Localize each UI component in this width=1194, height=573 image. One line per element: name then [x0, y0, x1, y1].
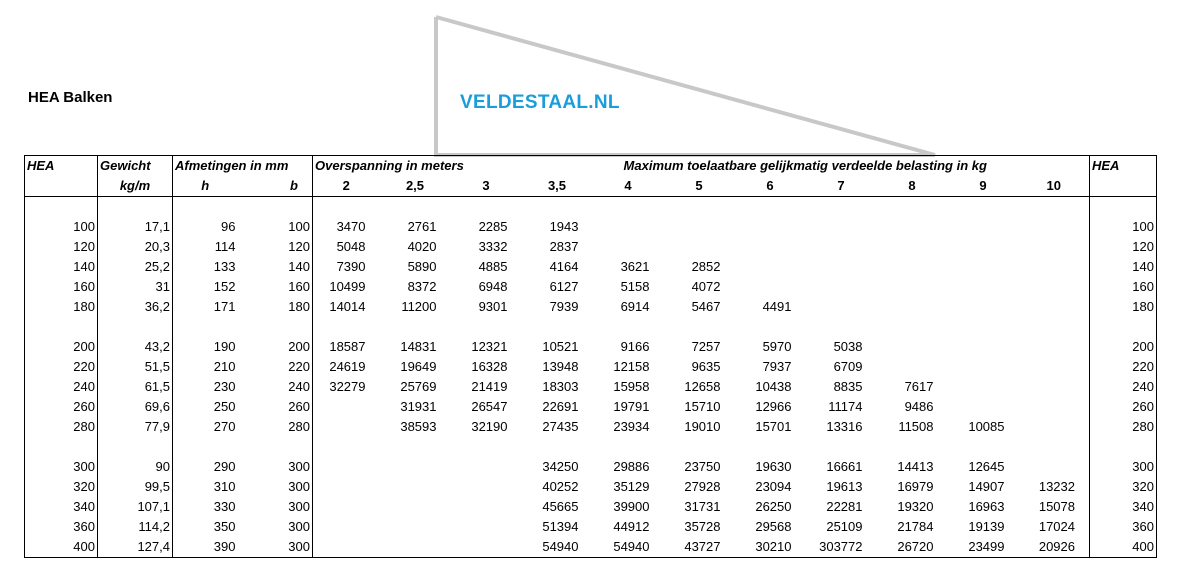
cell-load: 35728 [684, 519, 721, 534]
cell-load: 21419 [471, 379, 508, 394]
cell-load: 15710 [684, 399, 721, 414]
cell-load [451, 537, 522, 558]
cell-load [664, 217, 735, 237]
cell-load: 12321 [471, 339, 508, 354]
cell-load: 23934 [613, 419, 650, 434]
cell-hea-right: 260 [1090, 397, 1157, 417]
cell-load: 54940 [593, 537, 664, 558]
header-span: 10 [1046, 178, 1061, 193]
cell-load: 17024 [1038, 519, 1075, 534]
cell-load: 16661 [826, 459, 863, 474]
cell-load [1019, 277, 1090, 297]
cell-load [1019, 457, 1090, 477]
cell-load: 2761 [407, 219, 437, 234]
table-row [25, 217, 1157, 237]
cell-hea-right: 200 [1090, 337, 1157, 357]
cell-h: 96 [173, 217, 238, 237]
cell-load [735, 237, 806, 257]
cell-hea-right: 240 [1090, 377, 1157, 397]
cell-hea: 140 [25, 257, 98, 277]
cell-load: 303772 [806, 537, 877, 558]
table-row [25, 457, 1157, 477]
cell-load: 15701 [755, 419, 792, 434]
cell-load: 3470 [313, 217, 380, 237]
cell-load [735, 217, 806, 237]
cell-hea: 160 [25, 277, 98, 297]
cell-load: 26720 [877, 537, 948, 558]
cell-load [313, 417, 380, 437]
cell-load: 7390 [313, 257, 380, 277]
cell-load [313, 497, 380, 517]
cell-load [948, 377, 1019, 397]
header-span: 3 [482, 178, 490, 193]
cell-load: 38593 [400, 419, 437, 434]
cell-hea: 120 [25, 237, 98, 257]
cell-load [313, 537, 380, 558]
logo-triangle-icon [0, 0, 1194, 160]
cell-load: 18587 [313, 337, 380, 357]
cell-gewicht: 31 [98, 277, 173, 297]
cell-h: 230 [173, 377, 238, 397]
table-header-row [25, 156, 1157, 177]
cell-load [735, 257, 806, 277]
cell-load [664, 237, 735, 257]
header-afmetingen: Afmetingen in mm [173, 156, 313, 177]
cell-load: 39900 [613, 499, 650, 514]
cell-load [1019, 377, 1090, 397]
cell-load: 10438 [755, 379, 792, 394]
cell-hea: 400 [25, 537, 98, 558]
cell-load [380, 537, 451, 558]
cell-load: 16979 [897, 479, 934, 494]
hea-load-table [24, 155, 1157, 558]
cell-load: 35129 [613, 479, 650, 494]
cell-b: 300 [238, 537, 313, 558]
header-unit: kg/m [98, 176, 173, 197]
cell-load: 5970 [762, 339, 792, 354]
cell-load: 22691 [542, 399, 579, 414]
cell-load [1019, 397, 1090, 417]
header-span: 3,5 [547, 178, 567, 193]
cell-load [877, 357, 948, 377]
cell-hea: 180 [25, 297, 98, 317]
cell-load: 7939 [549, 299, 579, 314]
cell-load: 8835 [833, 379, 863, 394]
cell-load: 4072 [691, 279, 721, 294]
cell-load: 6709 [833, 359, 863, 374]
header-span: 7 [837, 178, 845, 193]
cell-load: 11508 [898, 419, 934, 434]
cell-load: 6127 [549, 279, 579, 294]
cell-load: 7617 [904, 379, 934, 394]
cell-load: 13948 [542, 359, 579, 374]
cell-hea: 260 [25, 397, 98, 417]
cell-load: 3332 [478, 239, 508, 254]
table-row [25, 377, 1157, 397]
cell-load [451, 497, 522, 517]
cell-load: 16328 [471, 359, 508, 374]
cell-load: 29886 [613, 459, 650, 474]
cell-h: 133 [173, 257, 238, 277]
cell-load [806, 257, 877, 277]
header-span: 2 [313, 176, 380, 197]
cell-hea: 280 [25, 417, 98, 437]
cell-load: 12645 [968, 459, 1005, 474]
cell-load [451, 517, 522, 537]
cell-load [1019, 297, 1090, 317]
header-hea-right: HEA [1090, 156, 1157, 177]
cell-load: 44912 [613, 519, 650, 534]
cell-load: 11200 [401, 299, 437, 314]
cell-load: 45665 [542, 499, 579, 514]
cell-load: 34250 [542, 459, 579, 474]
cell-load: 7937 [762, 359, 792, 374]
cell-b: 280 [288, 419, 310, 434]
cell-load [948, 277, 1019, 297]
cell-load [948, 237, 1019, 257]
cell-hea-right: 300 [1090, 457, 1157, 477]
table-row [25, 497, 1157, 517]
cell-load: 19010 [684, 419, 721, 434]
cell-b: 160 [288, 279, 310, 294]
header-belasting: Maximum toelaatbare gelijkmatig verdeelde belasting in kg [522, 156, 1090, 177]
cell-load [877, 217, 948, 237]
cell-load [877, 297, 948, 317]
cell-load: 16963 [968, 499, 1005, 514]
cell-load: 12158 [613, 359, 650, 374]
cell-b: 140 [288, 259, 310, 274]
table-row [25, 257, 1157, 277]
cell-h: 171 [173, 297, 238, 317]
cell-load: 7257 [691, 339, 721, 354]
cell-load: 4885 [478, 259, 508, 274]
cell-gewicht: 107,1 [98, 497, 173, 517]
cell-h: 152 [173, 277, 238, 297]
table-row [25, 517, 1157, 537]
cell-hea-right: 100 [1090, 217, 1157, 237]
cell-load: 12658 [684, 379, 721, 394]
cell-load: 2837 [549, 239, 579, 254]
cell-b: 300 [288, 499, 310, 514]
cell-load: 15078 [1038, 499, 1075, 514]
header-span: 8 [908, 178, 916, 193]
cell-hea-right: 180 [1090, 297, 1157, 317]
cell-load [451, 457, 522, 477]
cell-load [380, 477, 451, 497]
cell-load: 8372 [407, 279, 437, 294]
cell-b: 220 [288, 359, 310, 374]
cell-load [877, 237, 948, 257]
cell-load [451, 477, 522, 497]
cell-load: 5158 [620, 279, 650, 294]
cell-load: 19630 [755, 459, 792, 474]
cell-h: 190 [173, 337, 238, 357]
table-row [25, 397, 1157, 417]
cell-h: 114 [173, 237, 238, 257]
cell-h: 270 [173, 417, 238, 437]
cell-load: 5467 [691, 299, 721, 314]
cell-load: 2852 [691, 259, 721, 274]
cell-b: 100 [288, 219, 310, 234]
cell-hea: 320 [25, 477, 98, 497]
header-span: 5 [695, 178, 703, 193]
cell-load: 51394 [542, 519, 579, 534]
cell-h: 330 [173, 497, 238, 517]
table-row [25, 237, 1157, 257]
cell-load: 19649 [400, 359, 437, 374]
cell-load [948, 337, 1019, 357]
cell-load: 27435 [542, 419, 579, 434]
cell-h: 310 [173, 477, 238, 497]
cell-hea-right: 320 [1090, 477, 1157, 497]
page-title: HEA Balken [28, 89, 113, 106]
cell-hea: 100 [25, 217, 98, 237]
cell-load: 19613 [826, 479, 863, 494]
cell-load [948, 257, 1019, 277]
header-span: 2,5 [405, 178, 425, 193]
cell-load: 19320 [897, 499, 934, 514]
cell-load: 22281 [826, 499, 863, 514]
cell-gewicht: 99,5 [98, 477, 173, 497]
header-span: 9 [979, 178, 987, 193]
cell-load: 23094 [755, 479, 792, 494]
cell-b: 120 [288, 239, 310, 254]
cell-gewicht: 20,3 [98, 237, 173, 257]
cell-h: 210 [173, 357, 238, 377]
cell-load [380, 457, 451, 477]
cell-load: 18303 [542, 379, 579, 394]
cell-hea-right: 340 [1090, 497, 1157, 517]
cell-hea-right: 220 [1090, 357, 1157, 377]
cell-load: 13316 [826, 419, 863, 434]
cell-load [948, 217, 1019, 237]
cell-hea-right: 140 [1090, 257, 1157, 277]
cell-load [948, 357, 1019, 377]
header-gewicht: Gewicht [98, 156, 173, 177]
cell-load [313, 477, 380, 497]
header-b: b [290, 178, 298, 193]
cell-b: 240 [288, 379, 310, 394]
cell-gewicht: 25,2 [98, 257, 173, 277]
cell-load: 24619 [313, 357, 380, 377]
cell-load [877, 337, 948, 357]
cell-load [313, 517, 380, 537]
cell-load: 25769 [400, 379, 437, 394]
cell-load [593, 237, 664, 257]
cell-load: 10499 [313, 277, 380, 297]
cell-b: 200 [288, 339, 310, 354]
cell-load: 9301 [478, 299, 508, 314]
cell-load: 6914 [620, 299, 650, 314]
cell-load: 15958 [613, 379, 650, 394]
table-row [25, 297, 1157, 317]
cell-load: 4020 [407, 239, 437, 254]
cell-load: 10521 [542, 339, 579, 354]
cell-hea: 300 [25, 457, 98, 477]
cell-load: 9635 [691, 359, 721, 374]
cell-hea: 340 [25, 497, 98, 517]
cell-load [806, 237, 877, 257]
cell-load: 9166 [620, 339, 650, 354]
cell-load: 14413 [897, 459, 934, 474]
cell-load: 1943 [549, 219, 579, 234]
cell-load: 32190 [471, 419, 508, 434]
cell-h: 250 [173, 397, 238, 417]
cell-load: 3621 [620, 259, 650, 274]
cell-hea-right: 400 [1090, 537, 1157, 558]
cell-load [806, 297, 877, 317]
cell-gewicht: 77,9 [98, 417, 173, 437]
cell-h: 350 [173, 517, 238, 537]
cell-load: 2285 [478, 219, 508, 234]
cell-load [593, 217, 664, 237]
cell-load: 43727 [664, 537, 735, 558]
cell-load: 6948 [478, 279, 508, 294]
cell-load: 19791 [613, 399, 650, 414]
cell-load: 25109 [826, 519, 863, 534]
cell-load [1019, 337, 1090, 357]
cell-hea: 220 [25, 357, 98, 377]
cell-load [1019, 357, 1090, 377]
table-row [25, 357, 1157, 377]
header-span: 6 [766, 178, 774, 193]
cell-load [380, 497, 451, 517]
cell-load [877, 257, 948, 277]
cell-load [806, 217, 877, 237]
cell-gewicht: 43,2 [98, 337, 173, 357]
cell-load [1019, 417, 1090, 437]
cell-load: 9486 [904, 399, 934, 414]
cell-h: 390 [173, 537, 238, 558]
cell-load [1019, 217, 1090, 237]
cell-load: 31931 [400, 399, 437, 414]
cell-hea: 360 [25, 517, 98, 537]
cell-h: 290 [173, 457, 238, 477]
cell-load [806, 277, 877, 297]
cell-load: 5890 [407, 259, 437, 274]
table-row [25, 417, 1157, 437]
cell-load: 54940 [522, 537, 593, 558]
cell-load: 29568 [755, 519, 792, 534]
cell-load: 19139 [968, 519, 1005, 534]
cell-load: 5038 [833, 339, 863, 354]
cell-load: 4164 [549, 259, 579, 274]
cell-load: 30210 [735, 537, 806, 558]
cell-load: 26547 [471, 399, 508, 414]
cell-load: 40252 [542, 479, 579, 494]
cell-load [735, 277, 806, 297]
cell-gewicht: 36,2 [98, 297, 173, 317]
cell-load: 26250 [755, 499, 792, 514]
cell-load: 4491 [762, 299, 792, 314]
header-hea: HEA [25, 156, 98, 177]
cell-hea-right: 280 [1090, 417, 1157, 437]
logo-text: VELDESTAAL.NL [460, 92, 620, 113]
cell-load: 20926 [1019, 537, 1090, 558]
header-h: h [173, 176, 238, 197]
cell-load: 5048 [313, 237, 380, 257]
cell-load: 12966 [755, 399, 792, 414]
cell-load [948, 297, 1019, 317]
cell-gewicht: 17,1 [98, 217, 173, 237]
cell-load [380, 517, 451, 537]
cell-load: 14907 [968, 479, 1005, 494]
cell-hea: 240 [25, 377, 98, 397]
cell-load: 14014 [313, 297, 380, 317]
cell-hea: 200 [25, 337, 98, 357]
logo [0, 0, 1194, 160]
table-row [25, 337, 1157, 357]
table-row [25, 277, 1157, 297]
table-subheader-row [25, 176, 1157, 197]
cell-b: 300 [288, 479, 310, 494]
cell-load: 23750 [684, 459, 721, 474]
header-span: 4 [624, 178, 632, 193]
cell-load [877, 277, 948, 297]
cell-load: 14831 [400, 339, 437, 354]
cell-gewicht: 61,5 [98, 377, 173, 397]
cell-load [313, 397, 380, 417]
cell-b: 300 [288, 519, 310, 534]
table-row [25, 477, 1157, 497]
cell-b: 260 [288, 399, 310, 414]
cell-b: 300 [288, 459, 310, 474]
cell-gewicht: 69,6 [98, 397, 173, 417]
cell-load: 21784 [897, 519, 934, 534]
table-row [25, 537, 1157, 558]
cell-hea-right: 360 [1090, 517, 1157, 537]
cell-load: 27928 [684, 479, 721, 494]
cell-load: 32279 [313, 377, 380, 397]
header-overspanning: Overspanning in meters [313, 156, 522, 177]
cell-load [948, 397, 1019, 417]
cell-load [1019, 237, 1090, 257]
cell-gewicht: 51,5 [98, 357, 173, 377]
cell-load [1019, 257, 1090, 277]
cell-gewicht: 90 [98, 457, 173, 477]
cell-gewicht: 114,2 [98, 517, 173, 537]
cell-gewicht: 127,4 [98, 537, 173, 558]
cell-load: 10085 [968, 419, 1005, 434]
cell-hea-right: 160 [1090, 277, 1157, 297]
cell-load: 23499 [948, 537, 1019, 558]
cell-load: 31731 [684, 499, 721, 514]
cell-load [313, 457, 380, 477]
cell-b: 180 [288, 299, 310, 314]
cell-hea-right: 120 [1090, 237, 1157, 257]
cell-load: 13232 [1038, 479, 1075, 494]
cell-load: 11174 [828, 399, 863, 414]
